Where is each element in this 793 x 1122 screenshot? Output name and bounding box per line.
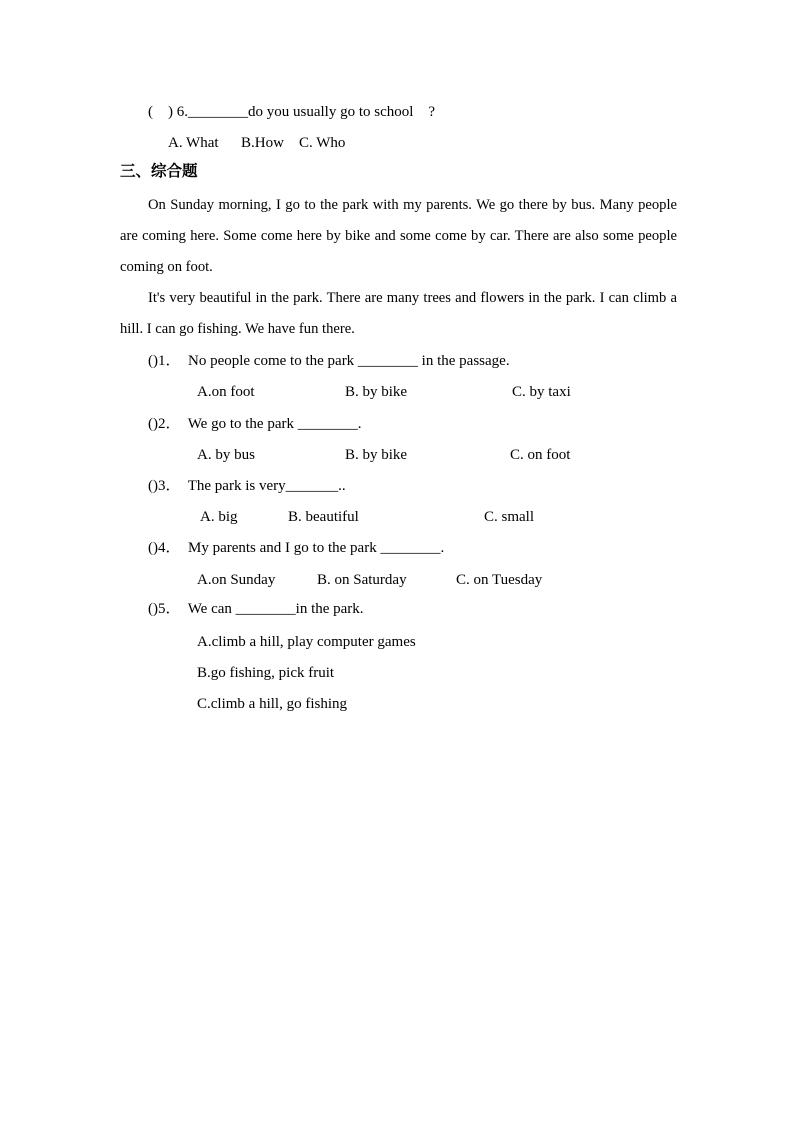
question-4-option-a: A.on Sunday [197,572,276,588]
question-1-option-a: A.on foot [197,384,255,400]
question-4-stem: ()4． My parents and I go to the park ________. [148,540,445,556]
section-heading: 三、综合题 [120,163,198,180]
passage-paragraph-2: It's very beautiful in the park. There are many trees and flowers in the park. I can climb a hill. I can go fishing. We have fun there. [120,290,677,337]
question-6-stem: ( ) 6.________do you usually go to school ? [148,104,436,120]
question-3-option-c: C. small [484,509,535,525]
question-5-option-b: B.go fishing, pick fruit [197,665,335,681]
passage-paragraph-1: On Sunday morning, I go to the park with my parents. We go there by bus. Many people are coming here. Some come here by bike and some come by car. There are also some people coming on foot. [120,197,677,275]
question-3-option-b: B. beautiful [288,509,359,525]
question-4-option-c: C. on Tuesday [456,572,543,588]
question-3-option-a: A. big [200,509,238,525]
question-5-stem: ()5． We can ________in the park. [148,601,364,617]
question-5-option-a: A.climb a hill, play computer games [197,634,416,650]
question-1-stem: ()1． No people come to the park ________ in the passage. [148,353,510,369]
question-2-option-c: C. on foot [510,447,571,463]
question-2-option-b: B. by bike [345,447,408,463]
question-1-option-c: C. by taxi [512,384,571,400]
question-3-stem: ()3． The park is very_______.. [148,478,346,494]
question-6-options: A. What B.How C. Who [168,135,346,151]
question-2-stem: ()2． We go to the park ________. [148,416,362,432]
question-1-option-b: B. by bike [345,384,408,400]
question-5-option-c: C.climb a hill, go fishing [197,696,347,712]
question-4-option-b: B. on Saturday [317,572,407,588]
question-2-option-a: A. by bus [197,447,255,463]
